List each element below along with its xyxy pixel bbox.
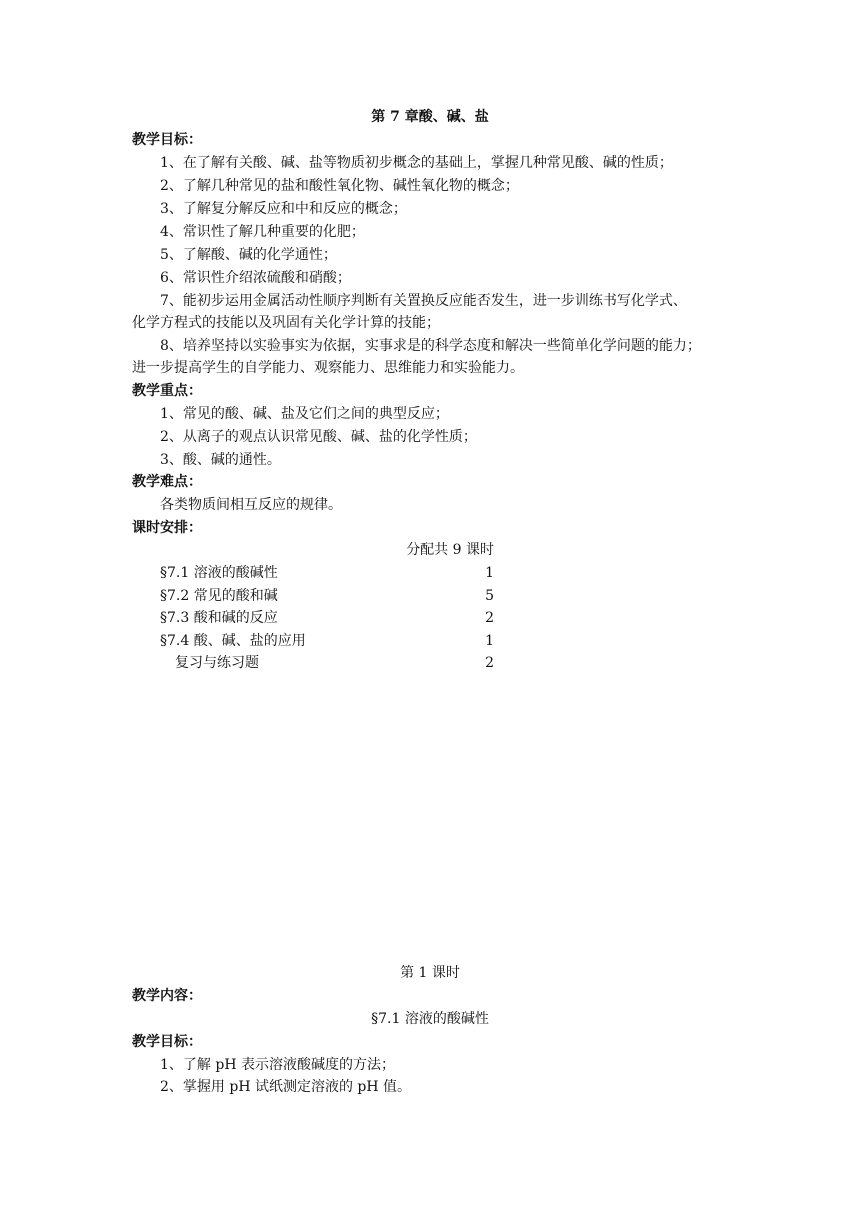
- lesson-objectives-heading: 教学目标：: [132, 1034, 202, 1050]
- objective-item: 5、了解酸、碱的化学通性；: [160, 247, 337, 263]
- objective-item: 2、了解几种常见的盐和酸性氧化物、碱性氧化物的概念；: [160, 178, 519, 194]
- lesson-title: 第 1 课时: [400, 965, 460, 981]
- objective-item-continued: 进一步提高学生的自学能力、观察能力、思维能力和实验能力。: [132, 360, 524, 376]
- objective-item: 7、能初步运用金属活动性顺序判断有关置换反应能否发生，进一步训练书写化学式、: [160, 293, 687, 309]
- schedule-row-hours: 1: [485, 565, 494, 581]
- schedule-row-hours: 2: [485, 655, 494, 671]
- difficulty-text: 各类物质间相互反应的规律。: [160, 497, 342, 513]
- lesson-objective-item: 2、掌握用 pH 试纸测定溶液的 pH 值。: [160, 1079, 412, 1095]
- schedule-row-name: §7.2 常见的酸和碱: [160, 588, 278, 604]
- key-point-item: 3、酸、碱的通性。: [160, 452, 281, 468]
- key-points-heading: 教学重点：: [132, 383, 202, 399]
- key-point-item: 2、从离子的观点认识常见酸、碱、盐的化学性质；: [160, 429, 477, 445]
- lesson-content-heading: 教学内容：: [132, 988, 202, 1004]
- objective-item: 3、了解复分解反应和中和反应的概念；: [160, 201, 407, 217]
- objective-item: 6、常识性介绍浓硫酸和硝酸；: [160, 270, 351, 286]
- objective-item-continued: 化学方程式的技能以及巩固有关化学计算的技能；: [132, 315, 440, 331]
- objective-item: 4、常识性了解几种重要的化肥；: [160, 224, 365, 240]
- schedule-row-name: §7.3 酸和碱的反应: [160, 610, 278, 626]
- lesson-content: §7.1 溶液的酸碱性: [371, 1011, 489, 1027]
- key-point-item: 1、常见的酸、碱、盐及它们之间的典型反应；: [160, 406, 449, 422]
- schedule-row-hours: 5: [485, 588, 494, 604]
- schedule-row-name: §7.4 酸、碱、盐的应用: [160, 633, 306, 649]
- objective-item: 1、在了解有关酸、碱、盐等物质初步概念的基础上，掌握几种常见酸、碱的性质；: [160, 155, 673, 171]
- chapter-title: 第 7 章酸、碱、盐: [371, 109, 489, 125]
- objective-item: 8、培养坚持以实验事实为依据，实事求是的科学态度和解决一些简单化学问题的能力；: [160, 338, 701, 354]
- objectives-heading: 教学目标：: [132, 132, 202, 148]
- schedule-row-hours: 1: [485, 633, 494, 649]
- schedule-row-hours: 2: [485, 610, 494, 626]
- schedule-row-name: §7.1 溶液的酸碱性: [160, 565, 278, 581]
- difficulty-heading: 教学难点：: [132, 474, 202, 490]
- schedule-total: 分配共 9 课时: [406, 542, 494, 558]
- lesson-objective-item: 1、了解 pH 表示溶液酸碱度的方法；: [160, 1057, 395, 1073]
- schedule-heading: 课时安排：: [132, 520, 202, 536]
- schedule-row-name: 复习与练习题: [175, 655, 259, 671]
